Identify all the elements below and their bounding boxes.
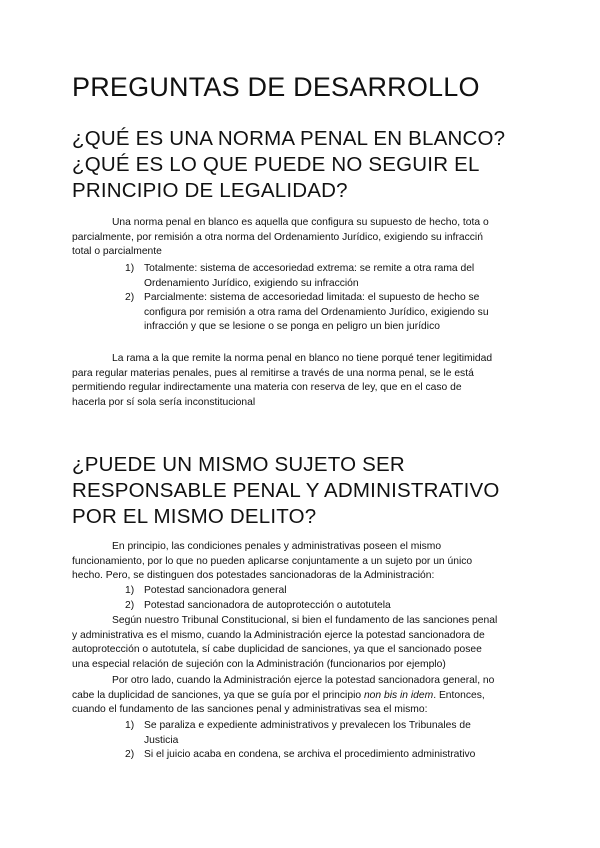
text-line: parcialmente, por remisión a otra norma del Ordenamiento Jurídico, exigiendo su infracciń: [72, 231, 483, 243]
list-item: [72, 719, 532, 748]
list-number: 2): [125, 292, 135, 304]
text-line: Según nuestro Tribunal Constitucional, si bien el fundamento de las sanciones penal: [112, 615, 498, 626]
text-line: Potestad sancionadora de autoprotección o autotutela: [144, 599, 391, 611]
text-line: Si el juicio acaba en condena, se archiva el procedimiento administrativo: [144, 749, 476, 761]
text-line: Una norma penal en blanco es aquella que configura su supuesto de hecho, tota o: [112, 217, 489, 228]
list-item: [72, 599, 532, 614]
text-line: y administrativa es el mismo, cuando la Administración ejerce la potestad sancionadora de: [72, 629, 485, 641]
section1-paragraph-1: [72, 216, 532, 260]
text-line: Ordenamiento Jurídico, exigiendo su infracción: [144, 277, 359, 289]
list-number: 1): [125, 585, 135, 596]
section1-paragraph-2: [72, 352, 532, 410]
section1-list: [72, 262, 532, 335]
text-line: En principio, las condiciones penales y administrativas poseen el mismo: [112, 541, 442, 552]
text-line: funcionamiento, por lo que no pueden aplicarse conjuntamente a un sujeto por un único: [72, 555, 473, 567]
section2-list-1: [72, 584, 532, 613]
section2-paragraph-3: [72, 674, 532, 718]
text-line: una especial relación de sujeción con la Administración (funcionarios por ejemplo): [72, 658, 446, 670]
text-line: Totalmente: sistema de accesoriedad extrema: se remite a otra rama del: [144, 263, 475, 274]
heading-line: ¿PUEDE UN MISMO SUJETO SER: [72, 453, 405, 476]
text-line: total o parcialmente: [72, 246, 162, 258]
list-item: [72, 262, 532, 291]
list-number: 1): [125, 720, 135, 731]
list-number: 2): [125, 599, 135, 611]
heading-line: ¿QUÉ ES UNA NORMA PENAL EN BLANCO?: [72, 127, 506, 150]
section2-heading: [72, 452, 500, 530]
text-line: autoprotección o autotutela, sí cabe duplicidad de sanciones, ya que el sancionado posee: [72, 644, 482, 656]
heading-line: POR EL MISMO DELITO?: [72, 505, 317, 528]
text-line: Por otro lado, cuando la Administración ejerce la potestad sancionadora general, no: [112, 675, 495, 686]
heading-line: RESPONSABLE PENAL Y ADMINISTRATIVO: [72, 479, 500, 502]
text-line: hecho. Pero, se distinguen dos potestades sancionadoras de la Administración:: [72, 570, 435, 582]
list-item: [72, 748, 532, 763]
text-line: Se paraliza e expediente administrativos y prevalecen los Tribunales de: [144, 720, 471, 731]
text-line: permitiendo regular indirectamente una materia con reserva de ley, que en el caso de: [72, 382, 462, 394]
section2-list-2: [72, 719, 532, 763]
page-title: PREGUNTAS DE DESARROLLO: [72, 72, 480, 102]
list-item: [72, 291, 532, 335]
section2-paragraph-1: [72, 540, 532, 584]
list-item: [72, 584, 532, 599]
text-fragment: cabe la duplicidad de sanciones, ya que se guía por el principio: [72, 689, 364, 701]
list-number: 1): [125, 263, 135, 274]
text-line: configura por remisión a otra rama del Ordenamiento Jurídico, exigiendo su: [144, 306, 489, 318]
section1-heading: [72, 126, 505, 204]
text-line: [72, 689, 532, 704]
latin-phrase: non bis in idem: [363, 689, 434, 701]
section2-paragraph-2: [72, 614, 532, 672]
text-line: Potestad sancionadora general: [144, 585, 287, 596]
text-line: para regular materias penales, pues al remitirse a través de una norma penal, se le está: [72, 367, 474, 379]
text-line: Parcialmente: sistema de accesoriedad limitada: el supuesto de hecho se: [144, 292, 480, 304]
text-line: Justicia: [144, 734, 179, 746]
text-line: hacerla por sí sola sería inconstitucional: [72, 396, 256, 408]
text-line: La rama a la que remite la norma penal en blanco no tiene porqué tener legitimidad: [112, 353, 493, 364]
heading-line: PRINCIPIO DE LEGALIDAD?: [72, 179, 348, 202]
list-number: 2): [125, 749, 135, 761]
text-line: infracción y que se lesione o se ponga en peligro un bien jurídico: [144, 321, 440, 333]
text-line: cuando el fundamento de las sanciones penal y administrativas sea el mismo:: [72, 704, 428, 716]
text-fragment: . Entonces,: [433, 689, 485, 701]
heading-line: ¿QUÉ ES LO QUE PUEDE NO SEGUIR EL: [72, 153, 480, 176]
